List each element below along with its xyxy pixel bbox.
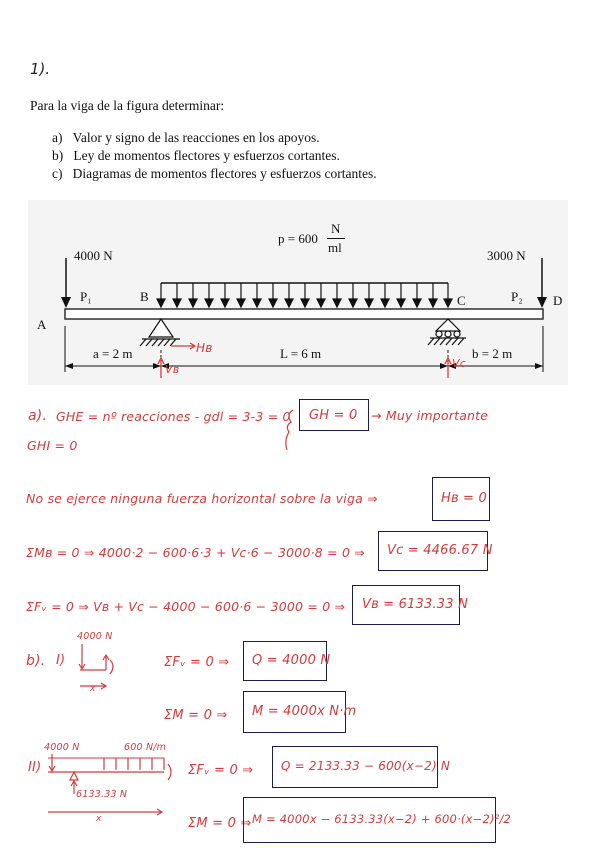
load-label: p = 600 bbox=[278, 231, 318, 246]
problem-statement: Para la viga de la figura determinar: bbox=[30, 98, 225, 113]
no-horizontal-force-text: No se ejerce ninguna fuerza horizontal sobre la viga ⇒ bbox=[26, 491, 378, 506]
vc-result: Vc = 4466.67 N bbox=[387, 543, 493, 558]
problem-number: 1). bbox=[30, 60, 51, 78]
brace-icon bbox=[283, 408, 297, 452]
vb-result: Vʙ = 6133.33 N bbox=[362, 597, 469, 612]
tramo-1-sum-fv: ΣFᵥ = 0 ⇒ bbox=[164, 655, 230, 670]
t2-q-result: Q = 2133.33 − 600(x−2) N bbox=[281, 759, 451, 773]
label-p1: P₁ bbox=[80, 289, 92, 304]
tramo-2-sum-m: ΣM = 0 ⇒ bbox=[188, 816, 252, 831]
ghi-equation: GHI = 0 bbox=[27, 438, 78, 453]
load-unit-bar bbox=[327, 238, 345, 239]
reaction-vc-label: Vc bbox=[452, 357, 466, 370]
label-a: A bbox=[37, 317, 47, 332]
tramo-1-label: I) bbox=[56, 653, 66, 668]
label-p2: P₂ bbox=[511, 289, 523, 304]
t1-q-result: Q = 4000 N bbox=[252, 653, 331, 668]
t2-m-result: M = 4000x − 6133.33(x−2) + 600·(x−2)²/2 bbox=[252, 812, 512, 826]
hb-result: Hʙ = 0 bbox=[441, 491, 487, 506]
tramo-2-support-force: 6133.33 N bbox=[76, 789, 128, 800]
tramo-2-force-left: 4000 N bbox=[44, 742, 80, 753]
list-item: b) Ley de momentos flectores y esfuerzos cortantes. bbox=[52, 148, 340, 163]
tramo-1-force: 4000 N bbox=[77, 631, 113, 642]
load-unit-denominator: ml bbox=[328, 240, 342, 255]
tramo-2-label: II) bbox=[28, 760, 42, 775]
part-b-label: b). bbox=[26, 653, 46, 669]
label-b: B bbox=[140, 289, 149, 304]
dimension-b: b = 2 m bbox=[472, 346, 513, 361]
label-d: D bbox=[553, 293, 563, 308]
t1-m-result: M = 4000x N·m bbox=[252, 704, 357, 719]
force-label-right: 3000 N bbox=[487, 248, 526, 263]
list-item: a) Valor y signo de las reacciones en los apoyos. bbox=[52, 130, 320, 145]
list-item: c) Diagramas de momentos flectores y esfuerzos cortantes. bbox=[52, 166, 377, 181]
sum-forces-vertical: ΣFᵥ = 0 ⇒ Vʙ + Vc − 4000 − 600·6 − 3000 = 0 ⇒ bbox=[26, 599, 346, 614]
force-label-left: 4000 N bbox=[74, 248, 113, 263]
dimension-l: L = 6 m bbox=[280, 346, 322, 361]
tramo-1-x: x bbox=[90, 684, 96, 694]
gh-result: GH = 0 bbox=[309, 408, 358, 423]
reaction-vb-label: Vʙ bbox=[165, 363, 180, 376]
beam bbox=[65, 309, 543, 319]
reaction-hb-label: Hʙ bbox=[196, 341, 213, 355]
tramo-1-sketch bbox=[72, 642, 132, 692]
load-unit-numerator: N bbox=[331, 221, 341, 236]
tramo-2-x: x bbox=[96, 814, 102, 824]
tramo-1-sum-m: ΣM = 0 ⇒ bbox=[164, 708, 228, 723]
sum-moments-b: ΣMʙ = 0 ⇒ 4000·2 − 600·6·3 + Vc·6 − 3000·8 = 0 ⇒ bbox=[26, 545, 365, 560]
tramo-2-force-dist: 600 N/m bbox=[124, 742, 167, 753]
ghe-equation: GHE = nº reacciones - gdl = 3-3 = 0 bbox=[56, 409, 291, 424]
dimension-a: a = 2 m bbox=[93, 346, 133, 361]
muy-importante-note: → Muy importante bbox=[371, 408, 489, 423]
label-c: C bbox=[457, 293, 466, 308]
tramo-2-sketch bbox=[44, 752, 184, 824]
part-a-label: a). bbox=[28, 408, 48, 424]
tramo-2-sum-fv: ΣFᵥ = 0 ⇒ bbox=[188, 763, 254, 778]
